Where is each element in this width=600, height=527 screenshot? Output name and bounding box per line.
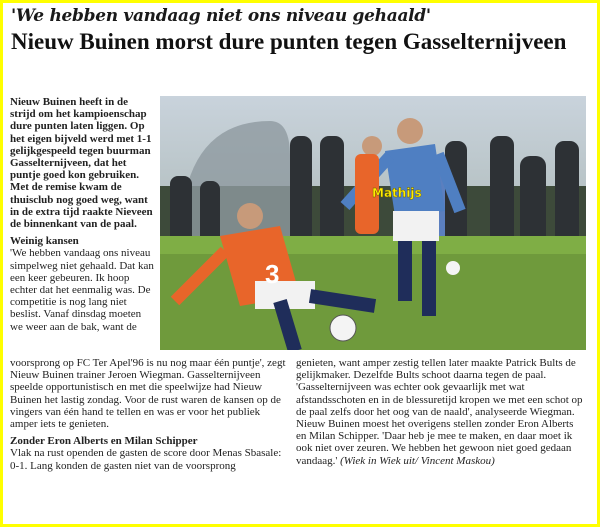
- match-photo-illustration: [160, 96, 586, 350]
- paragraph-1: 'We hebben vandaag ons niveau simpelweg niet gehaald. Dat kan een keer gebeuren. Ik hoop echter dat het eenmalig was. De competitie is nog lang niet beslist. Vanaf dinsdag moeten we weer aan de bak, want de: [10, 247, 154, 333]
- article-lead: Nieuw Buinen heeft in de strijd om het kampioenschap dure punten laten liggen. Op het eigen bijveld werd met 1-1 gelijkgespeeld tegen buurman Gasselternijveen, dat het puntje goed kon gebruiken. Met de remise kwam de thuisclub nog goed weg, want in de extra tijd raakte Nieveen de binnenkant van de paal.: [10, 96, 153, 231]
- article-headline: Nieuw Buinen morst dure punten tegen Gasselternijveen: [11, 29, 567, 54]
- lower-left-text: [10, 357, 290, 472]
- match-photo: [160, 96, 586, 350]
- left-column: [10, 96, 155, 333]
- paragraph-2: Vlak na rust openden de gasten de score door Menas Sbasale: 0-1. Lang konden de gasten niet van de voorsprong: [10, 447, 282, 472]
- right-column: [296, 357, 586, 467]
- shirt-number: 3: [265, 259, 280, 289]
- photo-tag: Mathijs: [372, 186, 422, 200]
- signature: (Wiek in Wiek uit/ Vincent Maskou): [340, 454, 495, 467]
- paragraph-1b: voorsprong op FC Ter Apel'96 is nu nog maar één puntje', zegt Nieuw Buinen trainer Jeroen Wiegman. Gasselternijveen speelde opportunistisch en met die speelwijze had Nieuw Buinen het lastig zondag. Voor de rust waren de kansen op de vingers van één hand te tellen en was er voor het publiek amper iets te genieten.: [10, 357, 286, 431]
- article-kicker: 'We hebben vandaag niet ons niveau gehaald': [11, 6, 431, 26]
- subhead-weinig-kansen: Weinig kansen: [10, 235, 79, 248]
- paragraph-3: [296, 357, 586, 467]
- paragraph-3-text: genieten, want amper zestig tellen later maakte Patrick Bults de gelijkmaker. Dezelfde Bults schoot daarna tegen de paal. 'Gasselternijveen was echter ook gevaarlijk met wat afstandsschoten en in de blessuretijd kropen we met een schot op de paal zelfs door het oog van de naald', analyseerde Wiegman. Nieuw Buinen moest het overigens stellen zonder Eron Alberts en Milan Schipper. 'Daar heb je mee te maken, en daar moet ik ook niet over zeuren. We hebben het gewoon niet goed gedaan vandaag.': [296, 357, 583, 467]
- subhead-zonder: Zonder Eron Alberts en Milan Schipper: [10, 435, 198, 448]
